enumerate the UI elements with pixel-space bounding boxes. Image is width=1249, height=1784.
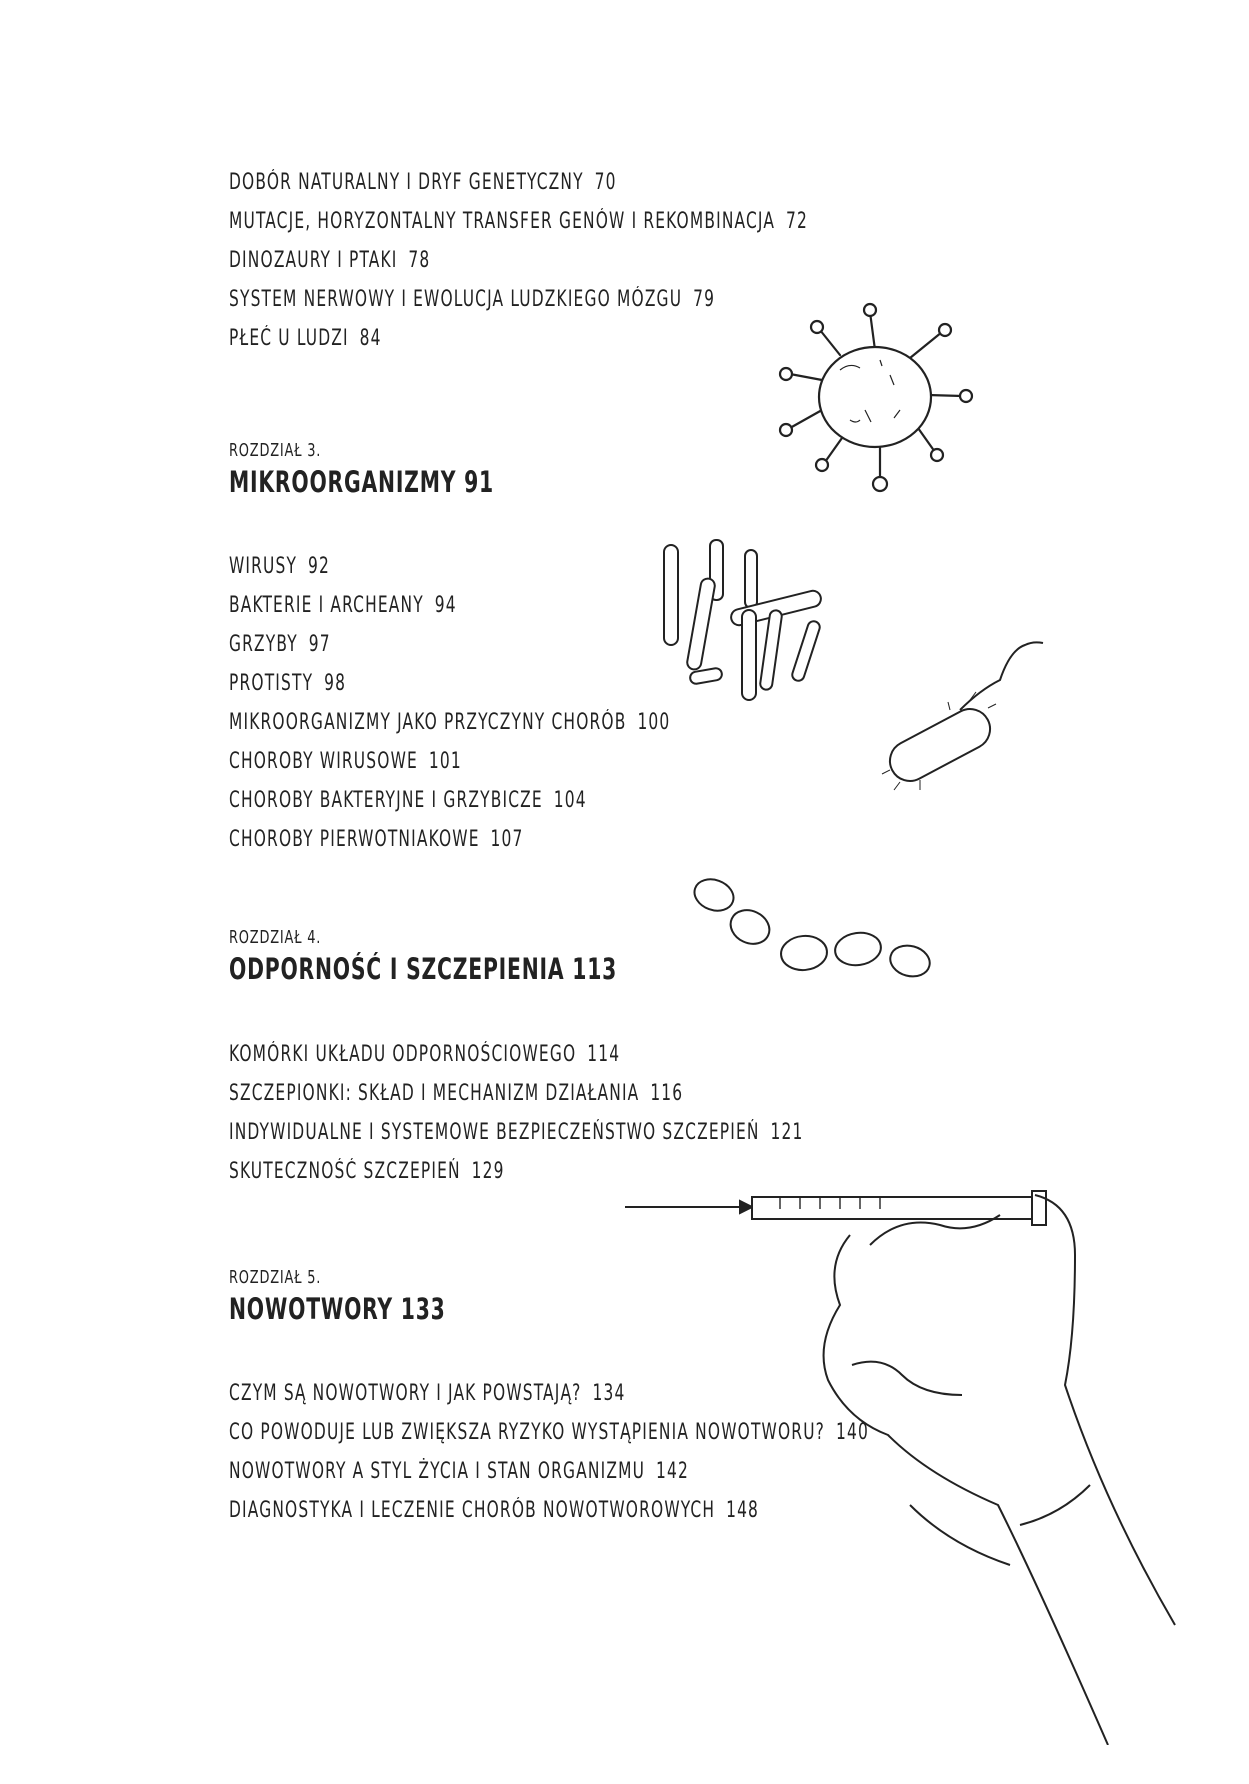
toc-entry[interactable]: CO POWODUJE LUB ZWIĘKSZA RYZYKO WYSTĄPIENIA NOWOTWORU? 140 [229,1420,869,1445]
chapter-label: ROZDZIAŁ 5. [229,1267,322,1288]
toc-entry[interactable]: SYSTEM NERWOWY I EWOLUCJA LUDZKIEGO MÓZGU 79 [229,287,716,312]
chapter-3-heading [229,440,569,499]
bacteria-chain-illustration [680,865,950,985]
toc-entry[interactable]: CHOROBY WIRUSOWE 101 [229,749,462,774]
chapter-label: ROZDZIAŁ 4. [229,927,322,948]
chapter-title[interactable]: ODPORNOŚĆ I SZCZEPIENIA 113 [229,952,618,986]
chapter-5-heading [229,1267,507,1326]
virus-illustration [770,300,980,500]
toc-entry[interactable]: MIKROORGANIZMY JAKO PRZYCZYNY CHORÓB 100 [229,710,671,735]
toc-entry[interactable]: SZCZEPIONKI: SKŁAD I MECHANIZM DZIAŁANIA 116 [229,1081,684,1106]
toc-entry[interactable]: BAKTERIE I ARCHEANY 94 [229,593,457,618]
toc-entry[interactable]: SKUTECZNOŚĆ SZCZEPIEŃ 129 [229,1159,505,1184]
toc-entry[interactable]: DIAGNOSTYKA I LECZENIE CHORÓB NOWOTWOROWYCH 148 [229,1498,760,1523]
bacteria-rods-illustration [650,530,860,720]
toc-entry[interactable]: WIRUSY 92 [229,554,331,579]
toc-entry[interactable]: DINOZAURY I PTAKI 78 [229,248,431,273]
toc-entry[interactable]: INDYWIDUALNE I SYSTEMOWE BEZPIECZEŃSTWO SZCZEPIEŃ 121 [229,1120,804,1145]
chapter-4-heading [229,927,727,986]
toc-entry[interactable]: MUTACJE, HORYZONTALNY TRANSFER GENÓW I REKOMBINACJA 72 [229,209,808,234]
chapter-title[interactable]: MIKROORGANIZMY 91 [229,465,494,499]
toc-entry[interactable]: PROTISTY 98 [229,671,347,696]
flagellated-bacterium-illustration [860,630,1060,805]
toc-entry[interactable]: GRZYBY 97 [229,632,331,657]
chapter-title[interactable]: NOWOTWORY 133 [229,1292,446,1326]
toc-entry[interactable]: DOBÓR NATURALNY I DRYF GENETYCZNY 70 [229,170,617,195]
toc-entry[interactable]: CZYM SĄ NOWOTWORY I JAK POWSTAJĄ? 134 [229,1381,626,1406]
toc-entry[interactable]: PŁEĆ U LUDZI 84 [229,326,382,351]
toc-entry[interactable]: CHOROBY BAKTERYJNE I GRZYBICZE 104 [229,788,587,813]
chapter-4-entries [229,1035,966,1191]
toc-entry[interactable]: CHOROBY PIERWOTNIAKOWE 107 [229,827,524,852]
toc-entry[interactable]: KOMÓRKI UKŁADU ODPORNOŚCIOWEGO 114 [229,1042,621,1067]
chapter-label: ROZDZIAŁ 3. [229,440,322,461]
syringe-hand-illustration [620,1185,1180,1745]
toc-entry[interactable]: NOWOTWORY A STYL ŻYCIA I STAN ORGANIZMU 142 [229,1459,689,1484]
